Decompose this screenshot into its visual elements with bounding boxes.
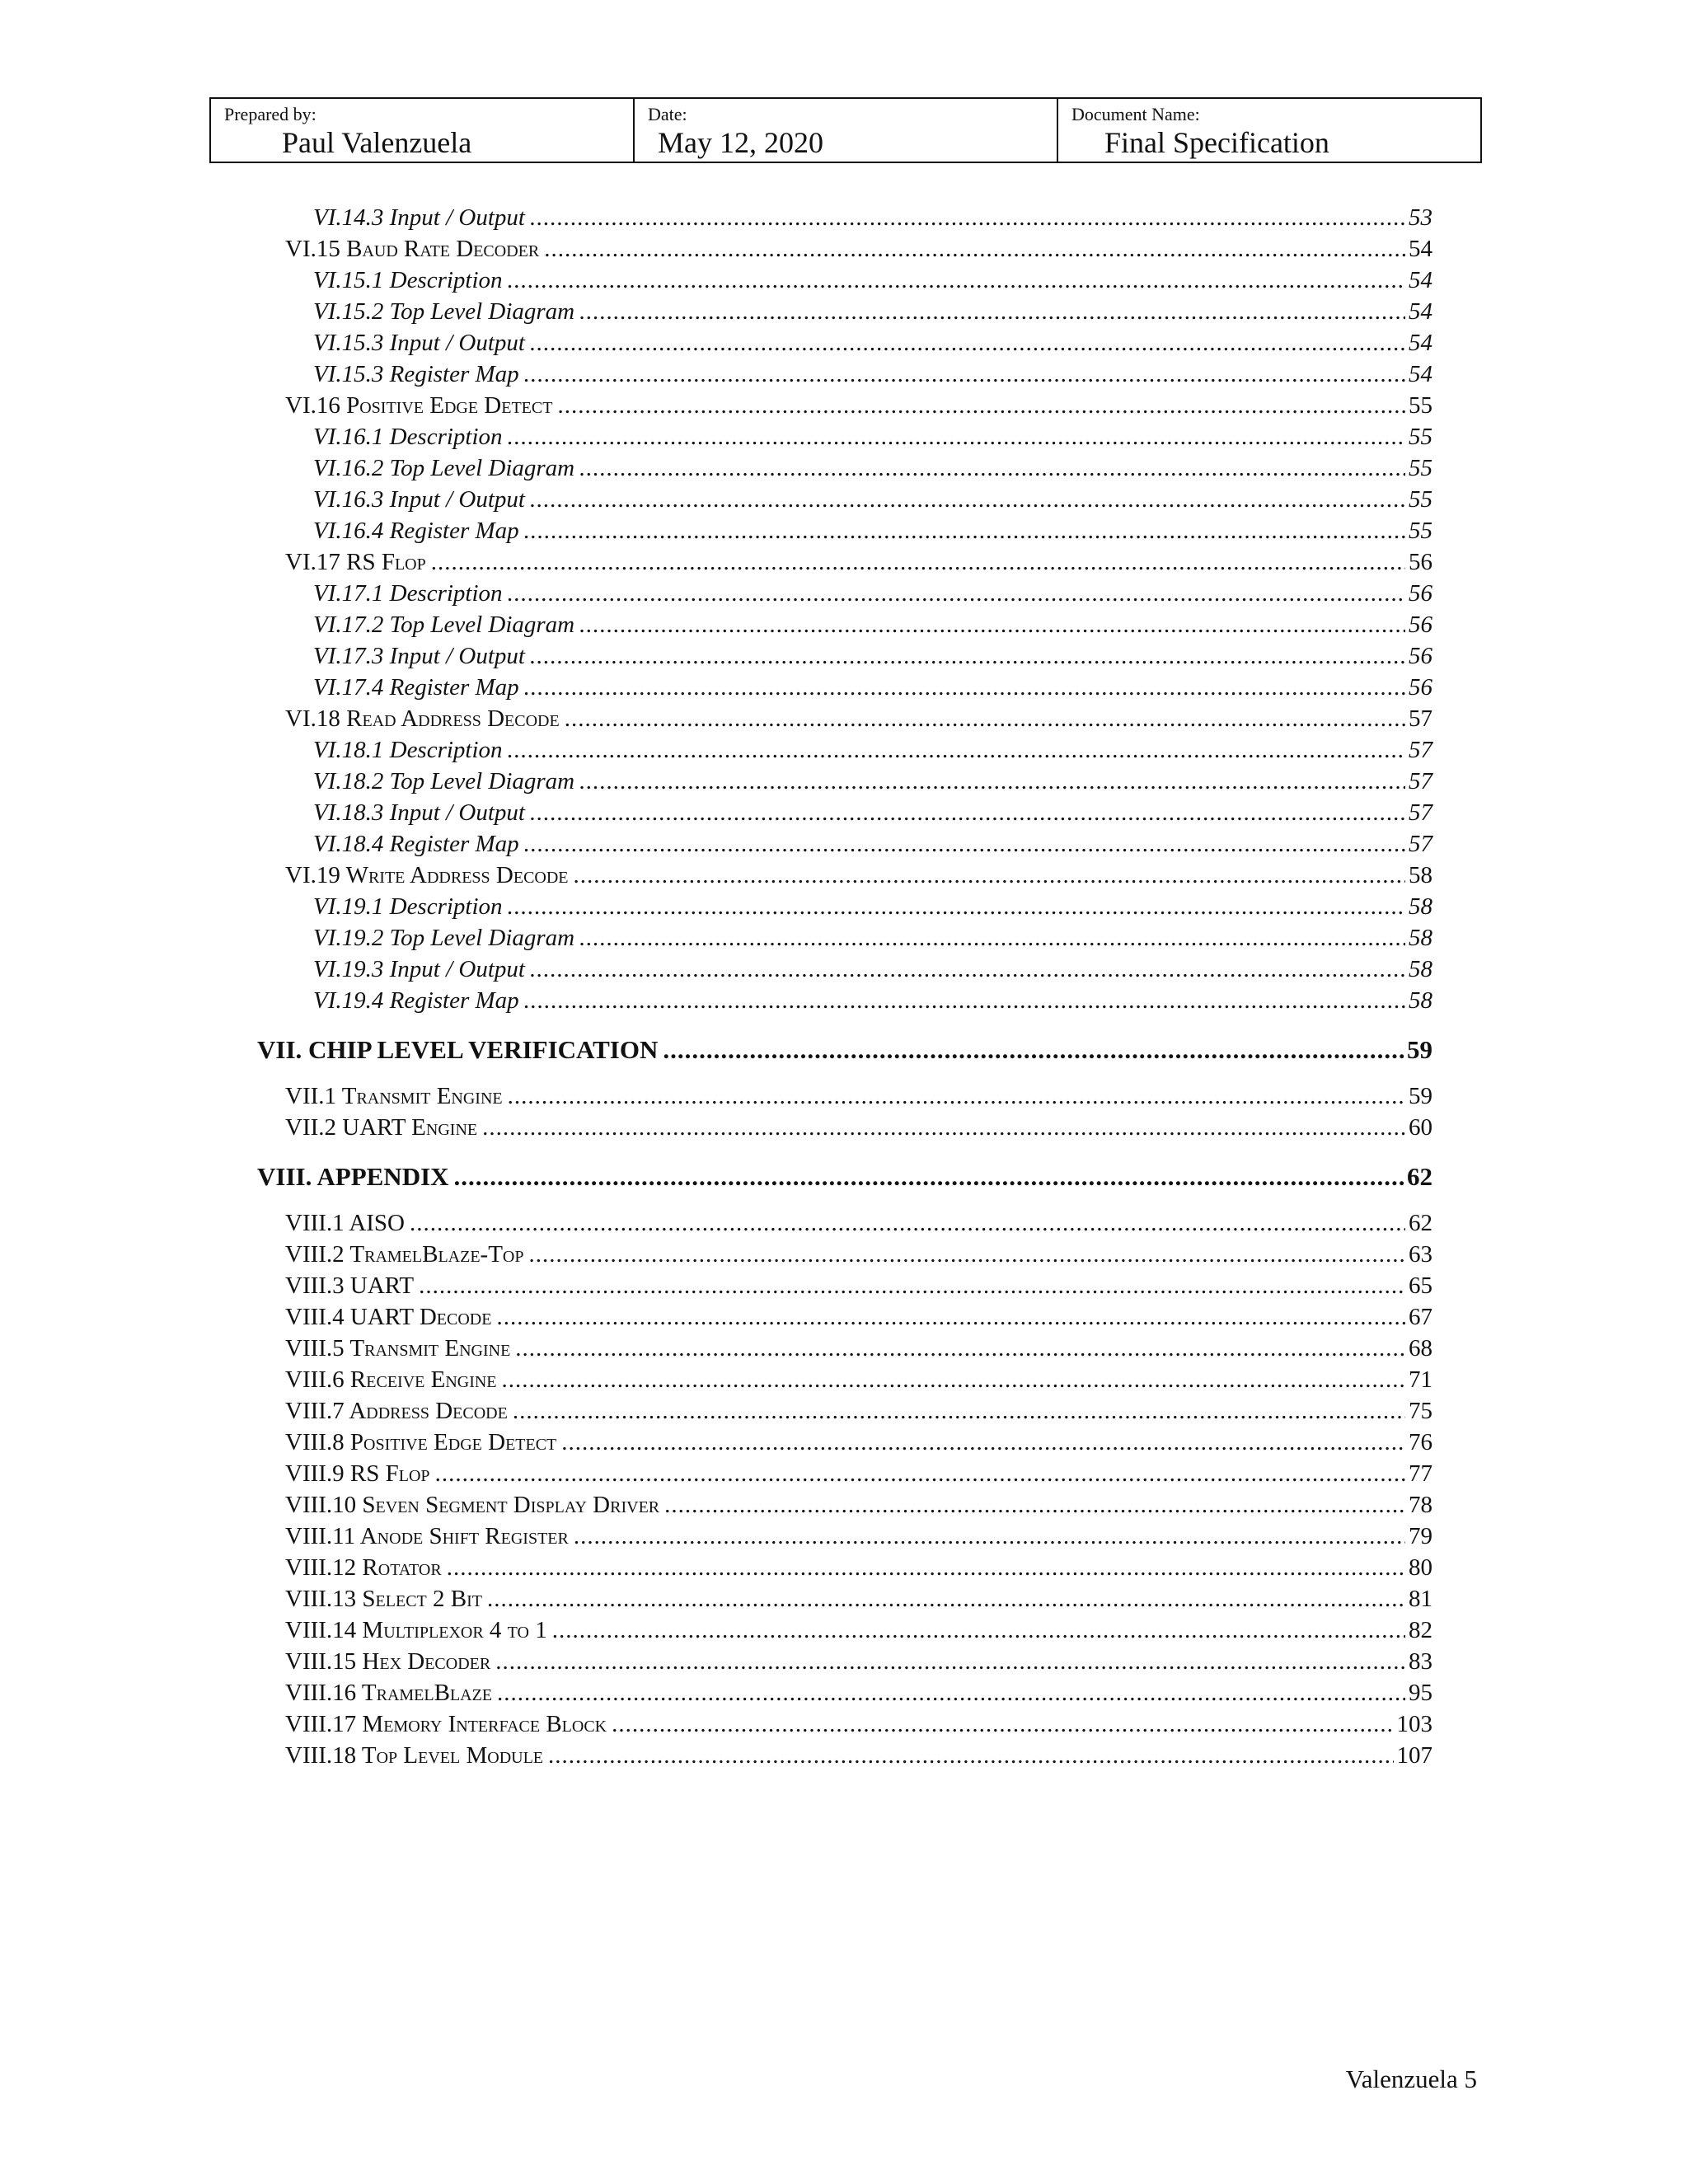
toc-entry-page: 67 — [1409, 1304, 1432, 1330]
toc-entry-page: 107 — [1396, 1742, 1432, 1769]
toc-leader-dots — [579, 612, 1405, 639]
toc-entry-page: 55 — [1409, 424, 1432, 450]
toc-entry-page: 58 — [1409, 956, 1432, 982]
prepared-by-label: Prepared by: — [224, 104, 316, 124]
toc-entry[interactable] — [285, 1083, 1432, 1113]
toc-entry-label: VI.15.2 Top Level Diagram — [313, 298, 575, 325]
toc-entry[interactable] — [285, 862, 1432, 892]
toc-entry[interactable] — [313, 925, 1432, 954]
toc-entry-page: 56 — [1409, 580, 1432, 607]
toc-leader-dots — [508, 893, 1405, 921]
toc-entry-page: 54 — [1409, 267, 1432, 293]
toc-entry-page: 55 — [1409, 392, 1432, 419]
toc-entry-page: 58 — [1409, 862, 1432, 888]
toc-entry[interactable] — [285, 1335, 1432, 1365]
toc-leader-dots — [524, 518, 1405, 545]
toc-leader-dots — [552, 1617, 1405, 1644]
toc-entry-label: VII. CHIP LEVEL VERIFICATION — [257, 1035, 659, 1064]
toc-leader-dots — [544, 236, 1405, 263]
toc-entry-page: 58 — [1409, 987, 1432, 1014]
page-footer: Valenzuela 5 — [1345, 2064, 1477, 2093]
toc-leader-dots — [524, 987, 1405, 1015]
toc-entry-page: 56 — [1409, 643, 1432, 669]
toc-entry[interactable] — [285, 1460, 1432, 1490]
toc-entry-label: VI.16.1 Description — [313, 424, 503, 450]
toc-leader-dots — [574, 1523, 1405, 1550]
toc-entry[interactable] — [313, 267, 1432, 297]
toc-leader-dots — [579, 298, 1405, 326]
toc-entry[interactable] — [313, 298, 1432, 328]
toc-entry-label: VII.2 UART Engine — [285, 1114, 478, 1141]
toc-leader-dots — [579, 455, 1405, 482]
toc-entry-label: VI.16.2 Top Level Diagram — [313, 455, 575, 481]
toc-entry[interactable] — [313, 612, 1432, 641]
toc-entry-label: VI.18 Read Address Decode — [285, 705, 560, 732]
toc-entry-label: VI.16.4 Register Map — [313, 518, 519, 544]
toc-entry-page: 81 — [1409, 1586, 1432, 1612]
toc-entry[interactable] — [257, 1035, 1432, 1065]
toc-entry[interactable] — [285, 1586, 1432, 1615]
toc-entry[interactable] — [313, 674, 1432, 704]
toc-entry-page: 57 — [1409, 799, 1432, 826]
toc-entry[interactable] — [285, 1711, 1432, 1741]
toc-leader-dots — [502, 1366, 1405, 1394]
toc-entry-label: VI.17.2 Top Level Diagram — [313, 612, 575, 638]
toc-entry-page: 79 — [1409, 1523, 1432, 1549]
toc-leader-dots — [410, 1210, 1405, 1237]
toc-entry-page: 63 — [1409, 1241, 1432, 1268]
toc-entry[interactable] — [285, 1492, 1432, 1521]
toc-entry-page: 58 — [1409, 925, 1432, 951]
toc-leader-dots — [515, 1335, 1405, 1362]
toc-leader-dots — [530, 956, 1405, 983]
toc-entry[interactable] — [285, 1680, 1432, 1709]
toc-leader-dots — [574, 862, 1405, 889]
toc-leader-dots — [508, 267, 1405, 294]
toc-leader-dots — [435, 1460, 1405, 1488]
toc-leader-dots — [431, 549, 1405, 576]
toc-entry-label: VI.18.2 Top Level Diagram — [313, 768, 575, 794]
toc-entry-page: 54 — [1409, 236, 1432, 262]
toc-entry-label: VI.16 Positive Edge Detect — [285, 392, 553, 419]
toc-leader-dots — [513, 1398, 1405, 1425]
toc-entry[interactable] — [313, 424, 1432, 453]
toc-entry[interactable] — [285, 1210, 1432, 1240]
toc-entry[interactable] — [313, 330, 1432, 359]
toc-leader-dots — [663, 1035, 1404, 1065]
toc-entry-page: 95 — [1409, 1680, 1432, 1706]
toc-entry-page: 53 — [1409, 204, 1432, 231]
toc-leader-dots — [454, 1162, 1404, 1192]
toc-entry-label: VI.14.3 Input / Output — [313, 204, 525, 231]
toc-leader-dots — [447, 1554, 1405, 1582]
toc-entry-page: 55 — [1409, 486, 1432, 513]
toc-entry-page: 103 — [1396, 1711, 1432, 1737]
toc-entry[interactable] — [285, 1272, 1432, 1302]
toc-entry[interactable] — [313, 580, 1432, 610]
toc-leader-dots — [497, 1680, 1405, 1707]
toc-entry-page: 62 — [1409, 1210, 1432, 1236]
toc-entry-page: 82 — [1409, 1617, 1432, 1643]
toc-entry-label: VIII.11 Anode Shift Register — [285, 1523, 569, 1549]
toc-entry-page: 54 — [1409, 298, 1432, 325]
toc-leader-dots — [530, 204, 1405, 232]
toc-entry-label: VIII.2 TramelBlaze-Top — [285, 1241, 524, 1268]
toc-entry[interactable] — [285, 1523, 1432, 1553]
toc-entry-label: VIII.7 Address Decode — [285, 1398, 508, 1424]
toc-entry[interactable] — [285, 392, 1432, 422]
date-label: Date: — [648, 104, 687, 124]
toc-entry-page: 59 — [1409, 1083, 1432, 1109]
toc-entry[interactable] — [313, 361, 1432, 391]
toc-entry-page: 71 — [1409, 1366, 1432, 1393]
toc-leader-dots — [530, 330, 1405, 357]
toc-entry-label: VIII.8 Positive Edge Detect — [285, 1429, 557, 1455]
toc-entry[interactable] — [285, 705, 1432, 735]
toc-entry-page: 56 — [1409, 612, 1432, 638]
toc-leader-dots — [664, 1492, 1405, 1519]
toc-entry[interactable] — [285, 1241, 1432, 1271]
toc-entry-page: 83 — [1409, 1648, 1432, 1675]
toc-leader-dots — [557, 392, 1405, 419]
toc-entry-label: VIII.17 Memory Interface Block — [285, 1711, 607, 1737]
toc-entry-page: 56 — [1409, 674, 1432, 701]
toc-entry-label: VI.19.3 Input / Output — [313, 956, 525, 982]
toc-leader-dots — [524, 361, 1405, 388]
toc-entry-label: VI.18.3 Input / Output — [313, 799, 525, 826]
toc-leader-dots — [508, 580, 1405, 607]
toc-entry-page: 57 — [1409, 737, 1432, 763]
toc-entry-label: VIII.13 Select 2 Bit — [285, 1586, 482, 1612]
toc-entry-label: VIII.1 AISO — [285, 1210, 405, 1236]
toc-leader-dots — [548, 1742, 1393, 1769]
toc-entry-label: VIII.15 Hex Decoder — [285, 1648, 491, 1675]
toc-entry-label: VI.17.1 Description — [313, 580, 503, 607]
toc-entry[interactable] — [285, 1304, 1432, 1333]
toc-entry-label: VI.17.4 Register Map — [313, 674, 519, 701]
toc-entry[interactable] — [313, 737, 1432, 766]
toc-entry-page: 55 — [1409, 518, 1432, 544]
toc-entry[interactable] — [313, 799, 1432, 829]
toc-entry-page: 54 — [1409, 361, 1432, 387]
date-cell — [633, 99, 1057, 162]
toc-entry[interactable] — [285, 1648, 1432, 1678]
toc-leader-dots — [530, 799, 1405, 827]
toc-entry[interactable] — [313, 893, 1432, 923]
toc-entry-page: 57 — [1409, 831, 1432, 857]
toc-leader-dots — [508, 424, 1405, 451]
toc-entry-label: VI.17.3 Input / Output — [313, 643, 525, 669]
toc-entry-page: 68 — [1409, 1335, 1432, 1361]
toc-entry-page: 57 — [1409, 768, 1432, 794]
toc-entry[interactable] — [313, 831, 1432, 860]
toc-leader-dots — [579, 925, 1405, 952]
toc-entry[interactable] — [257, 1162, 1432, 1192]
toc-entry-page: 60 — [1409, 1114, 1432, 1141]
toc-entry-label: VI.15.1 Description — [313, 267, 503, 293]
toc-entry-label: VIII.12 Rotator — [285, 1554, 442, 1581]
toc-leader-dots — [482, 1114, 1405, 1141]
toc-leader-dots — [495, 1648, 1405, 1675]
toc-entry-label: VI.19.2 Top Level Diagram — [313, 925, 575, 951]
toc-entry-label: VI.16.3 Input / Output — [313, 486, 525, 513]
toc-entry-label: VI.18.4 Register Map — [313, 831, 519, 857]
toc-leader-dots — [487, 1586, 1405, 1613]
toc-entry[interactable] — [285, 549, 1432, 579]
toc-leader-dots — [524, 674, 1405, 701]
toc-leader-dots — [565, 705, 1405, 733]
toc-leader-dots — [508, 737, 1405, 764]
toc-entry[interactable] — [313, 204, 1432, 234]
toc-entry[interactable] — [285, 1429, 1432, 1459]
toc-entry-page: 59 — [1407, 1035, 1432, 1064]
document-name-cell — [1057, 99, 1480, 162]
toc-entry-label: VIII.5 Transmit Engine — [285, 1335, 511, 1361]
toc-entry-label: VI.19 Write Address Decode — [285, 862, 569, 888]
toc-leader-dots — [524, 831, 1405, 858]
toc-entry-page: 65 — [1409, 1272, 1432, 1299]
toc-entry[interactable] — [313, 486, 1432, 516]
toc-entry[interactable] — [285, 1742, 1432, 1772]
toc-entry-label: VI.19.1 Description — [313, 893, 503, 920]
toc-entry[interactable] — [285, 236, 1432, 265]
toc-entry-label: VIII.6 Receive Engine — [285, 1366, 497, 1393]
toc-entry[interactable] — [285, 1114, 1432, 1144]
toc-entry[interactable] — [285, 1366, 1432, 1396]
toc-leader-dots — [419, 1272, 1405, 1300]
toc-entry-label: VIII.3 UART — [285, 1272, 415, 1299]
toc-entry[interactable] — [313, 956, 1432, 986]
toc-leader-dots — [530, 643, 1405, 670]
toc-entry-label: VIII. APPENDIX — [257, 1162, 449, 1191]
toc-leader-dots — [496, 1304, 1405, 1331]
toc-entry-label: VIII.4 UART Decode — [285, 1304, 492, 1330]
toc-entry-label: VI.15.3 Register Map — [313, 361, 519, 387]
toc-entry-label: VI.15 Baud Rate Decoder — [285, 236, 540, 262]
document-header — [209, 97, 1482, 163]
toc-entry-page: 77 — [1409, 1460, 1432, 1487]
toc-entry[interactable] — [313, 455, 1432, 485]
prepared-by-value: Paul Valenzuela — [282, 126, 472, 159]
toc-entry[interactable] — [313, 643, 1432, 673]
toc-entry-page: 80 — [1409, 1554, 1432, 1581]
toc-leader-dots — [612, 1711, 1393, 1738]
toc-entry[interactable] — [285, 1617, 1432, 1647]
toc-entry[interactable] — [313, 987, 1432, 1017]
toc-entry-page: 58 — [1409, 893, 1432, 920]
toc-entry-label: VIII.16 TramelBlaze — [285, 1680, 493, 1706]
toc-leader-dots — [508, 1083, 1405, 1110]
toc-entry-page: 76 — [1409, 1429, 1432, 1455]
toc-entry-label: VI.15.3 Input / Output — [313, 330, 525, 356]
toc-entry-page: 62 — [1407, 1162, 1432, 1191]
date-value: May 12, 2020 — [658, 126, 823, 159]
document-name-value: Final Specification — [1104, 126, 1329, 159]
toc-entry-page: 75 — [1409, 1398, 1432, 1424]
toc-entry-label: VIII.18 Top Level Module — [285, 1742, 544, 1769]
toc-entry-page: 56 — [1409, 549, 1432, 575]
document-name-label: Document Name: — [1071, 104, 1200, 124]
toc-entry[interactable] — [313, 768, 1432, 798]
toc-entry-label: VI.19.4 Register Map — [313, 987, 519, 1014]
toc-entry-label: VIII.14 Multiplexor 4 to 1 — [285, 1617, 547, 1643]
toc-leader-dots — [528, 1241, 1405, 1268]
toc-entry-label: VI.17 RS Flop — [285, 549, 426, 575]
toc-leader-dots — [530, 486, 1405, 513]
toc-entry-label: VIII.9 RS Flop — [285, 1460, 430, 1487]
toc-entry-page: 54 — [1409, 330, 1432, 356]
toc-entry-label: VI.18.1 Description — [313, 737, 503, 763]
toc-leader-dots — [561, 1429, 1405, 1456]
prepared-by-cell — [211, 99, 633, 162]
toc-entry-page: 55 — [1409, 455, 1432, 481]
toc-entry-page: 78 — [1409, 1492, 1432, 1518]
toc-entry-label: VIII.10 Seven Segment Display Driver — [285, 1492, 660, 1518]
toc-entry[interactable] — [285, 1554, 1432, 1584]
toc-entry-label: VII.1 Transmit Engine — [285, 1083, 503, 1109]
toc-entry[interactable] — [313, 518, 1432, 547]
toc-leader-dots — [579, 768, 1405, 795]
toc-entry[interactable] — [285, 1398, 1432, 1427]
toc-entry-page: 57 — [1409, 705, 1432, 732]
